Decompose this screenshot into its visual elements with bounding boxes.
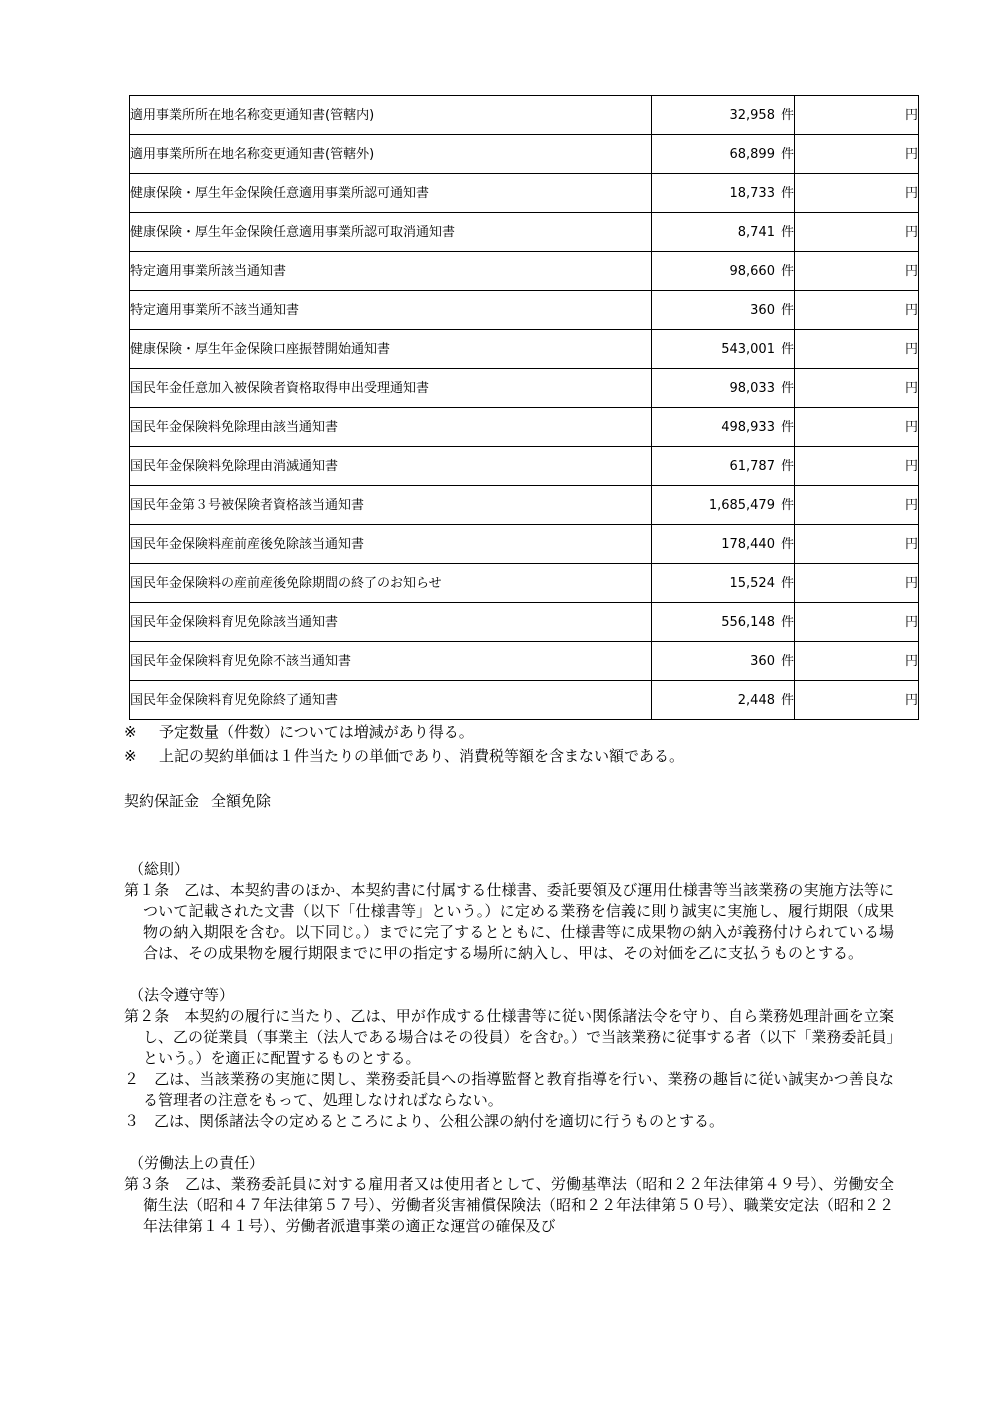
item-quantity-cell [652,486,795,525]
article-paragraph: 第３条 乙は、業務委託員に対する雇用者又は使用者として、労働基準法（昭和２２年法律第４９号）、労働安全衛生法（昭和４７年法律第５７号）、労働者災害補償保険法（昭和２２年法律第５０号）、職業安定法（昭和２２年法律第１４１号）、労働者派遣事業の適正な運営の確保及び [124,1175,894,1235]
article-3 [124,1153,894,1237]
item-price-cell: 円 [795,213,919,252]
table-row [130,447,919,486]
item-quantity-unit: 件 [780,263,794,279]
item-quantity-cell [652,603,795,642]
table-row [130,681,919,720]
table-row [130,291,919,330]
item-name-cell: 国民年金保険料の産前産後免除期間の終了のお知らせ [130,564,652,603]
item-quantity-cell [652,564,795,603]
item-price-cell: 円 [795,681,919,720]
article-1 [124,859,894,964]
item-quantity: 18,733 [729,185,775,201]
table-row [130,564,919,603]
item-price-cell: 円 [795,369,919,408]
item-price-cell: 円 [795,564,919,603]
item-quantity-cell [652,174,795,213]
item-quantity-unit: 件 [780,107,794,123]
note-mark: ※ [124,747,137,765]
item-quantity-cell [652,369,795,408]
item-name-cell: 国民年金保険料免除理由該当通知書 [130,408,652,447]
item-quantity-unit: 件 [780,497,794,513]
note-text: 予定数量（件数）については増減があり得る。 [159,723,474,741]
item-name-cell: 国民年金保険料産前産後免除該当通知書 [130,525,652,564]
item-name-cell: 特定適用事業所該当通知書 [130,252,652,291]
item-price-cell: 円 [795,252,919,291]
note-unit-price [124,744,684,768]
item-quantity-unit: 件 [780,341,794,357]
item-quantity: 178,440 [721,536,775,552]
note-quantity [124,720,684,744]
item-quantity-unit: 件 [780,458,794,474]
item-quantity-cell [652,96,795,135]
item-quantity: 98,033 [729,380,775,396]
item-quantity: 498,933 [721,419,775,435]
notes [124,720,684,768]
item-quantity-unit: 件 [780,692,794,708]
item-name-cell: 国民年金保険料育児免除不該当通知書 [130,642,652,681]
table-row [130,525,919,564]
item-quantity-unit: 件 [780,146,794,162]
item-quantity: 1,685,479 [708,497,775,513]
item-quantity-unit: 件 [780,302,794,318]
item-quantity-cell [652,447,795,486]
item-price-cell: 円 [795,642,919,681]
item-quantity: 32,958 [729,107,775,123]
item-name-cell: 健康保険・厚生年金保険任意適用事業所認可通知書 [130,174,652,213]
item-price-cell: 円 [795,486,919,525]
item-quantity-cell [652,291,795,330]
item-quantity: 68,899 [729,146,775,162]
item-name-cell: 特定適用事業所不該当通知書 [130,291,652,330]
item-price-cell: 円 [795,447,919,486]
item-quantity-cell [652,252,795,291]
table-row [130,330,919,369]
table-row [130,486,919,525]
table-row [130,135,919,174]
item-quantity-unit: 件 [780,224,794,240]
item-price-cell: 円 [795,174,919,213]
item-quantity-unit: 件 [780,653,794,669]
table-row [130,603,919,642]
article-heading: （労働法上の責任） [129,1154,265,1172]
contract-guarantee [124,790,271,811]
item-price-cell: 円 [795,135,919,174]
item-quantity-unit: 件 [780,185,794,201]
item-quantity: 15,524 [729,575,775,591]
item-quantity: 556,148 [721,614,775,630]
table-row [130,369,919,408]
article-2 [124,985,894,1132]
item-quantity: 543,001 [721,341,775,357]
item-price-cell: 円 [795,408,919,447]
item-price-cell: 円 [795,291,919,330]
item-quantity: 360 [750,302,775,318]
article-paragraph: ３ 乙は、関係諸法令の定めるところにより、公租公課の納付を適切に行うものとする。 [124,1112,725,1130]
item-price-cell: 円 [795,96,919,135]
item-quantity: 8,741 [737,224,775,240]
items-table [129,95,919,720]
item-name-cell: 国民年金保険料育児免除該当通知書 [130,603,652,642]
article-heading: （総則） [129,860,190,878]
article-paragraph: 第２条 本契約の履行に当たり、乙は、甲が作成する仕様書等に従い関係諸法令を守り、自ら業務処理計画を立案し、乙の従業員（事業主（法人である場合はその役員）を含む。）で当該業務に従事する者（以下「業務委託員」という。）を適正に配置するものとする。 [124,1007,894,1067]
item-name-cell: 国民年金第３号被保険者資格該当通知書 [130,486,652,525]
article-paragraph: 第１条 乙は、本契約書のほか、本契約書に付属する仕様書、委託要領及び運用仕様書等当該業務の実施方法等について記載された文書（以下「仕様書等」という。）に定める業務を信義に則り誠実に実施し、履行期限（成果物の納入期限を含む。以下同じ。）までに完了するとともに、仕様書等に成果物の納入が義務付けられている場合は、その成果物を履行期限までに甲の指定する場所に納入し、甲は、その対価を乙に支払うものとする。 [124,881,894,962]
item-quantity-cell [652,642,795,681]
note-text: 上記の契約単価は１件当たりの単価であり、消費税等額を含まない額である。 [159,747,685,765]
item-price-cell: 円 [795,330,919,369]
item-quantity-cell [652,213,795,252]
item-quantity-unit: 件 [780,536,794,552]
items-table-body [130,96,919,720]
item-quantity: 2,448 [737,692,775,708]
note-mark: ※ [124,723,137,741]
table-row [130,642,919,681]
item-name-cell: 国民年金保険料免除理由消滅通知書 [130,447,652,486]
item-quantity-cell [652,135,795,174]
article-heading: （法令遵守等） [129,986,235,1004]
item-quantity-unit: 件 [780,575,794,591]
item-quantity: 98,660 [729,263,775,279]
item-price-cell: 円 [795,603,919,642]
item-name-cell: 国民年金任意加入被保険者資格取得申出受理通知書 [130,369,652,408]
item-quantity-cell [652,408,795,447]
guarantee-value: 全額免除 [211,792,272,810]
item-quantity-cell [652,681,795,720]
item-quantity-unit: 件 [780,419,794,435]
item-name-cell: 国民年金保険料育児免除終了通知書 [130,681,652,720]
item-quantity-cell [652,525,795,564]
item-name-cell: 健康保険・厚生年金保険口座振替開始通知書 [130,330,652,369]
table-row [130,213,919,252]
articles [124,859,894,1258]
item-name-cell: 健康保険・厚生年金保険任意適用事業所認可取消通知書 [130,213,652,252]
item-name-cell: 適用事業所所在地名称変更通知書(管轄外) [130,135,652,174]
table-row [130,174,919,213]
article-paragraph: ２ 乙は、当該業務の実施に関し、業務委託員への指導監督と教育指導を行い、業務の趣旨に従い誠実かつ善良なる管理者の注意をもって、処理しなければならない。 [124,1070,894,1109]
item-quantity-unit: 件 [780,380,794,396]
item-quantity: 61,787 [729,458,775,474]
table-row [130,96,919,135]
guarantee-label: 契約保証金 [124,792,200,810]
item-price-cell: 円 [795,525,919,564]
table-row [130,252,919,291]
item-name-cell: 適用事業所所在地名称変更通知書(管轄内) [130,96,652,135]
item-quantity-cell [652,330,795,369]
table-row [130,408,919,447]
item-quantity: 360 [750,653,775,669]
item-quantity-unit: 件 [780,614,794,630]
